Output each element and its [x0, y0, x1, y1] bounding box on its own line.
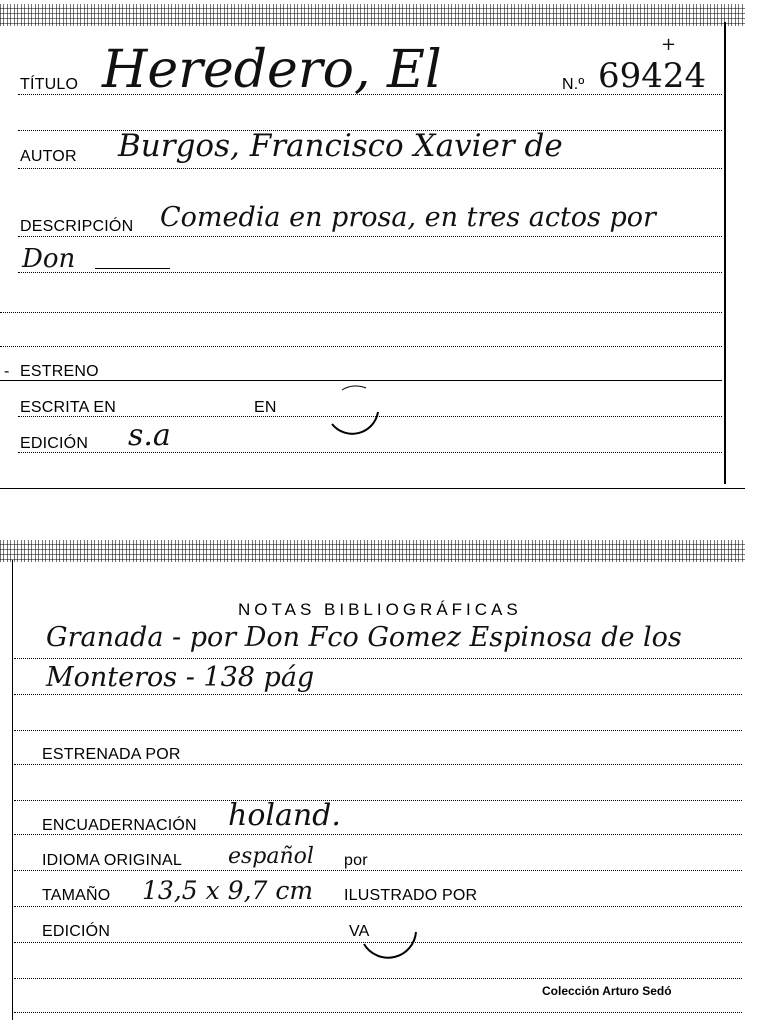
- idioma-original-label: IDIOMA ORIGINAL: [42, 852, 182, 869]
- numero-label: N.º: [562, 76, 585, 93]
- lower-card-left-border: [12, 560, 13, 1020]
- edicion-label-lower: EDICIÓN: [42, 923, 111, 940]
- estreno-label: ESTRENO: [20, 363, 99, 380]
- ilustrado-por-label: ILUSTRADO POR: [344, 887, 478, 904]
- lower-card-top-edge-texture: [0, 540, 745, 562]
- notas-value-line1: Granada - por Don Fco Gomez Espinosa de los: [46, 622, 682, 653]
- encuadernacion-value: holand.: [228, 798, 341, 833]
- estreno-dash: -: [4, 363, 10, 380]
- collection-footer: Colección Arturo Sedó: [542, 984, 672, 998]
- idioma-original-line: [14, 870, 742, 871]
- notas-value-line2: Monteros - 138 pág: [46, 662, 315, 693]
- por-label: por: [344, 852, 368, 869]
- autor-label: AUTOR: [20, 148, 77, 165]
- descripcion-value-line2: Don: [22, 244, 76, 274]
- autor-value: Burgos, Francisco Xavier de: [118, 128, 563, 164]
- blank-line-6: [14, 1012, 742, 1013]
- numero-mark: +: [661, 34, 677, 55]
- notas-bibliograficas-title: NOTAS BIBLIOGRÁFICAS: [238, 600, 522, 619]
- va-label: VA: [349, 923, 370, 940]
- tamano-value: 13,5 x 9,7 cm: [142, 876, 314, 905]
- numero-value: 69424: [598, 56, 707, 96]
- encuadernacion-line: [14, 834, 742, 835]
- titulo-value: Heredero, El: [102, 40, 442, 100]
- blank-line-4: [14, 800, 742, 801]
- notas-line-3: [14, 730, 742, 731]
- idioma-original-value: español: [228, 844, 314, 869]
- encuadernacion-label: ENCUADERNACIÓN: [42, 817, 197, 834]
- titulo-label: TÍTULO: [20, 76, 79, 93]
- notas-line-2: [14, 694, 742, 695]
- descripcion-underline: [95, 268, 170, 269]
- notas-line-1: [14, 658, 742, 659]
- escrita-en-label: ESCRITA EN: [20, 399, 116, 416]
- upper-card: [0, 0, 745, 492]
- edicion-label: EDICIÓN: [20, 435, 89, 452]
- descripcion-value-line1: Comedia en prosa, en tres actos por: [160, 202, 656, 233]
- estrenada-por-line: [14, 764, 742, 765]
- estrenada-por-label: ESTRENADA POR: [42, 746, 181, 763]
- upper-card-bottom-edge: [0, 488, 745, 489]
- descripcion-line-1: [18, 236, 722, 237]
- blank-line-2: [0, 312, 722, 313]
- en-label: EN: [254, 399, 277, 416]
- lower-card: [0, 536, 745, 1028]
- tamano-line: [14, 906, 742, 907]
- estreno-line: [0, 380, 722, 381]
- tamano-label: TAMAÑO: [42, 887, 111, 904]
- stamp-circle-icon: [322, 384, 386, 446]
- descripcion-label: DESCRIPCIÓN: [20, 218, 134, 235]
- descripcion-line-2: [18, 272, 722, 273]
- blank-line-5: [14, 978, 742, 979]
- autor-line: [18, 168, 722, 169]
- edicion-line: [18, 452, 722, 453]
- edicion-value: s.a: [128, 418, 171, 453]
- upper-card-right-border: [724, 22, 726, 484]
- blank-line-3: [0, 346, 722, 347]
- upper-card-top-edge-texture: [0, 4, 745, 26]
- stamp-circle-icon: [356, 922, 422, 978]
